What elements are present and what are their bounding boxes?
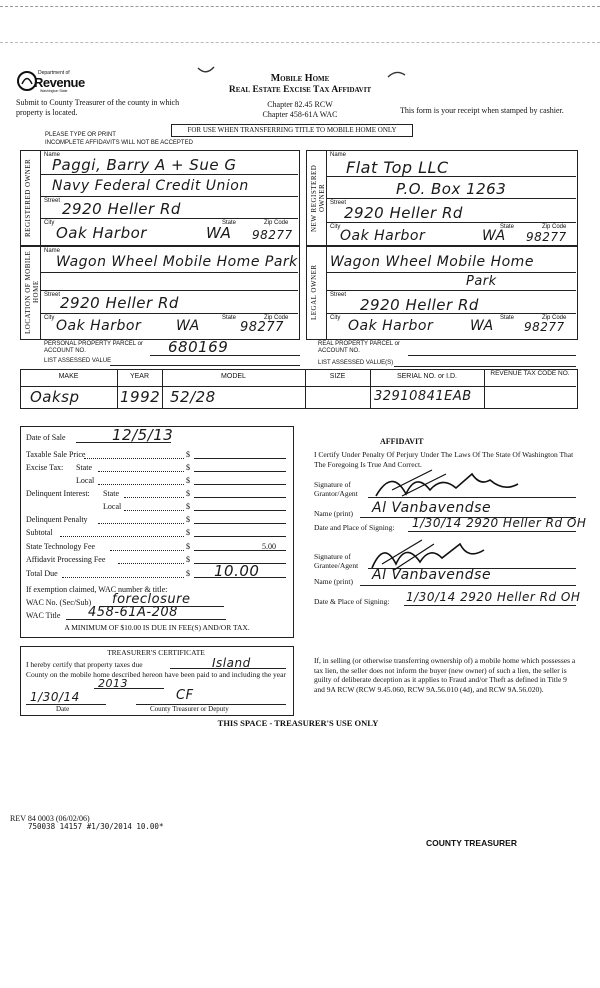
perforation-line [0, 42, 600, 43]
date-of-sale-label: Date of Sale [26, 433, 66, 442]
legal-owner-state[interactable]: WA [470, 318, 494, 334]
city-label: City [44, 220, 55, 226]
date-place-label: Date and Place of Signing: [314, 523, 395, 532]
registered-owner-street[interactable]: 2920 Heller Rd [62, 200, 181, 218]
name-label: Name [44, 248, 61, 254]
lien-note: If, in selling (or otherwise transferring ownership of) a mobile home which possesses a tax lien, the seller does not inform the buyer (new owner) of such a lien, the seller is guilty of deliberate deception as it applies to Fraud and/or Theft as defined in Title 9 and 9A RCW (RCW 9.45.060, RCW 9A.56.010 (4d), and RCW 9A.56.020). [314, 656, 576, 694]
legal-owner-name[interactable]: Wagon Wheel Mobile Home [330, 254, 534, 270]
dollar-sign: $ [186, 542, 190, 551]
registered-owner-state[interactable]: WA [206, 224, 232, 242]
dollar-sign: $ [186, 489, 190, 498]
form-title: Mobile Home [270, 73, 330, 84]
dollar-sign: $ [186, 528, 190, 537]
treasurer-date[interactable]: 1/30/14 [30, 690, 80, 704]
treasurer-year[interactable]: 2013 [98, 677, 128, 690]
registered-owner-zip[interactable]: 98277 [252, 228, 293, 242]
excise-state-label: State [76, 463, 92, 472]
incomplete-note: INCOMPLETE AFFIDAVITS WILL NOT BE ACCEPTED [45, 140, 193, 146]
list-assessed-label: LIST ASSESSED VALUE [44, 358, 112, 364]
dollar-sign: $ [186, 569, 190, 578]
total-due-value[interactable]: 10.00 [214, 562, 260, 580]
col-size: SIZE [329, 373, 346, 380]
col-model: MODEL [221, 373, 246, 380]
scan-edge [0, 6, 600, 7]
delinquent-interest-label: Delinquent Interest: [26, 489, 90, 498]
receipt-note: This form is your receipt when stamped by cashier. [400, 106, 564, 115]
grantor-name[interactable]: Al Vanbavendse [372, 500, 492, 516]
new-owner-name2[interactable]: P.O. Box 1263 [396, 180, 507, 198]
col-year: YEAR [129, 373, 150, 380]
zip-label: Zip Code [542, 315, 567, 321]
treasurer-use-only: THIS SPACE - TREASURER'S USE ONLY [217, 718, 379, 728]
vehicle-year[interactable]: 1992 [120, 388, 161, 406]
treasurer-certify-text: I hereby certify that property taxes due [26, 660, 143, 669]
dollar-sign: $ [186, 502, 190, 511]
affidavit-title: AFFIDAVIT [380, 437, 424, 446]
minimum-note: A MINIMUM OF $10.00 IS DUE IN FEE(S) AND/OR TAX. [64, 623, 250, 632]
new-owner-label: NEW REGISTERED OWNER [310, 164, 326, 232]
chapter-wac: Chapter 458-61A WAC [262, 110, 338, 119]
vehicle-make[interactable]: Oaksp [30, 388, 80, 406]
wac-no-value[interactable]: foreclosure [112, 592, 191, 607]
legal-owner-label: LEGAL OWNER [310, 264, 318, 320]
name-print-label: Name (print) [314, 577, 353, 586]
street-label: Street [330, 200, 347, 206]
dollar-sign: $ [186, 476, 190, 485]
grantee-date-place[interactable]: 1/30/14 2920 Heller Rd OH [406, 590, 581, 604]
treasurer-county[interactable]: Island [212, 656, 251, 670]
col-tax-code: REVENUE TAX CODE NO. [490, 370, 570, 377]
grantor-signature-icon[interactable] [372, 466, 522, 500]
dept-brand: Revenue [34, 75, 85, 90]
wac-no-label: WAC No. (Sec/Sub) [26, 598, 92, 607]
new-owner-street[interactable]: 2920 Heller Rd [344, 204, 463, 222]
excise-local-label: Local [76, 476, 95, 485]
street-label: Street [44, 198, 61, 204]
dor-logo [16, 68, 85, 99]
interest-state-label: State [103, 489, 119, 498]
street-label: Street [330, 292, 347, 298]
legal-owner-zip[interactable]: 98277 [524, 320, 565, 334]
grantee-name[interactable]: Al Vanbavendse [372, 567, 492, 583]
registered-owner-label: REGISTERED OWNER [24, 158, 32, 238]
dollar-sign: $ [186, 515, 190, 524]
exemption-label: If exemption claimed, WAC number & title: [26, 585, 168, 594]
location-street[interactable]: 2920 Heller Rd [60, 294, 179, 312]
new-owner-zip[interactable]: 98277 [526, 230, 567, 244]
total-due-label: Total Due [26, 569, 58, 578]
affidavit-fee-label: Affidavit Processing Fee [26, 555, 106, 564]
tech-fee-value: 5.00 [262, 542, 276, 551]
tech-fee-label: State Technology Fee [26, 542, 96, 551]
legal-owner-city[interactable]: Oak Harbor [348, 318, 434, 334]
county-treasurer-label: COUNTY TREASURER [426, 838, 517, 848]
name-label: Name [44, 152, 61, 158]
location-label: LOCATION OF MOBILE HOME [24, 250, 40, 334]
wac-title-label: WAC Title [26, 611, 61, 620]
form-subtitle: Real Estate Excise Tax Affidavit [228, 85, 372, 95]
receipt-stamp: 750038 14157 #1/30/2014 10.00* [28, 822, 164, 831]
vehicle-serial[interactable]: 32910841EAB [374, 389, 472, 404]
print-note: PLEASE TYPE OR PRINT [45, 132, 116, 138]
city-label: City [330, 224, 341, 230]
registered-owner-name2[interactable]: Navy Federal Credit Union [52, 178, 249, 194]
legal-owner-name2[interactable]: Park [466, 274, 497, 289]
grantor-date-place[interactable]: 1/30/14 2920 Heller Rd OH [412, 516, 587, 530]
scribble-icon [196, 64, 216, 76]
treasurer-label: County Treasurer or Deputy [150, 705, 229, 713]
location-city[interactable]: Oak Harbor [56, 318, 142, 334]
scribble-icon [386, 68, 408, 82]
street-label: Street [44, 292, 61, 298]
state-label: State [500, 315, 515, 321]
city-label: City [330, 315, 341, 321]
excise-tax-label: Excise Tax: [26, 463, 64, 472]
treasurer-date-label: Date [56, 705, 70, 713]
location-state[interactable]: WA [176, 318, 200, 334]
subtotal-label: Subtotal [26, 528, 53, 537]
col-make: MAKE [58, 373, 79, 380]
treasurer-initials[interactable]: CF [176, 688, 194, 703]
city-label: City [44, 315, 55, 321]
wac-title-value[interactable]: 458-61A-208 [88, 605, 178, 620]
grantee-sig-label: Signature of Grantee/Agent [314, 552, 359, 570]
legal-owner-street[interactable]: 2920 Heller Rd [360, 296, 479, 314]
personal-property-label: PERSONAL PROPERTY PARCEL or ACCOUNT NO. [44, 341, 143, 354]
dept-state: Washington State [40, 89, 68, 93]
name-label: Name [330, 152, 347, 158]
real-property-label: REAL PROPERTY PARCEL or ACCOUNT NO. [318, 341, 400, 354]
chapter-rcw: Chapter 82.45 RCW [267, 100, 333, 109]
treasurer-title: TREASURER'S CERTIFICATE [107, 648, 205, 657]
zip-label: Zip Code [264, 220, 289, 226]
rev-code: REV 84 0003 (06/02/06) [10, 814, 90, 823]
submit-instructions: Submit to County Treasurer of the county in which property is located. [16, 98, 180, 117]
zip-label: Zip Code [264, 315, 289, 321]
state-label: State [500, 224, 515, 230]
grantee-date-label: Date & Place of Signing: [314, 597, 390, 606]
date-of-sale-value[interactable]: 12/5/13 [112, 426, 174, 444]
location-name[interactable]: Wagon Wheel Mobile Home Park [56, 254, 298, 270]
transfer-notice: FOR USE WHEN TRANSFERRING TITLE TO MOBILE HOME ONLY [171, 124, 413, 137]
location-zip[interactable]: 98277 [240, 320, 284, 335]
dollar-sign: $ [186, 450, 190, 459]
treasurer-certify-text2: County on the mobile home described hereon have been paid to and including the year [26, 670, 286, 679]
dollar-sign: $ [186, 555, 190, 564]
registered-owner-name[interactable]: Paggi, Barry A + Sue G [52, 156, 237, 174]
dollar-sign: $ [186, 463, 190, 472]
new-owner-city[interactable]: Oak Harbor [340, 228, 426, 244]
taxable-price-label: Taxable Sale Price [26, 450, 86, 459]
delinquent-penalty-label: Delinquent Penalty [26, 515, 88, 524]
registered-owner-city[interactable]: Oak Harbor [56, 224, 147, 242]
name-print-label: Name (print) [314, 509, 353, 518]
vehicle-model[interactable]: 52/28 [170, 388, 216, 406]
personal-parcel-value[interactable]: 680169 [168, 338, 229, 356]
new-owner-name[interactable]: Flat Top LLC [346, 158, 449, 177]
new-owner-state[interactable]: WA [482, 228, 506, 244]
zip-label: Zip Code [542, 224, 567, 230]
dept-line: Department of [38, 70, 70, 76]
grantor-sig-label: Signature of Grantor/Agent [314, 480, 358, 498]
state-label: State [222, 220, 237, 226]
interest-local-label: Local [103, 502, 122, 511]
affidavit-certify: I Certify Under Penalty Of Perjury Under The Laws Of The State Of Washington That The Foregoing Is True And Correct. [314, 450, 574, 469]
list-assessed-label: LIST ASSESSED VALUE(S) [318, 360, 394, 366]
state-label: State [222, 315, 237, 321]
col-serial: SERIAL NO. or I.D. [396, 373, 458, 380]
